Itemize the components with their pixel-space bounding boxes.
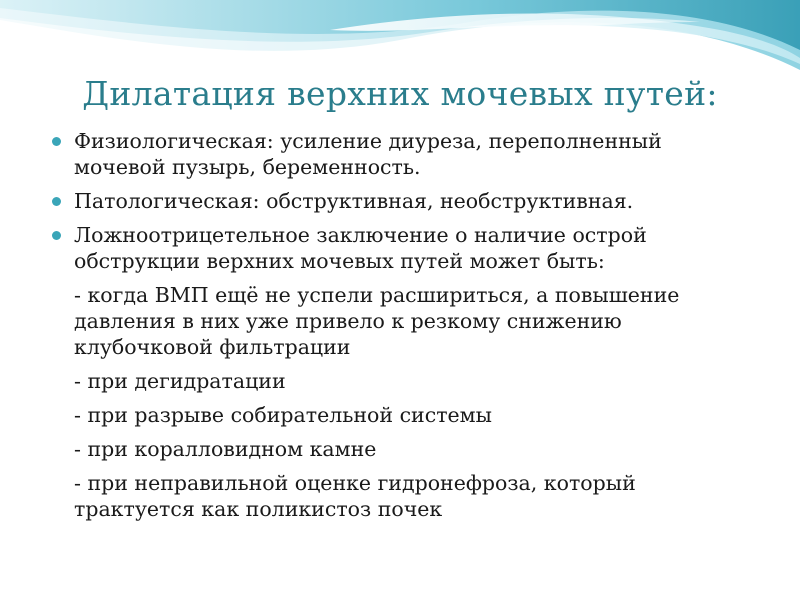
bullet-dot-icon [52, 231, 61, 240]
bullet-dot-icon [52, 197, 61, 206]
sub-item: - при разрыве собирательной системы [74, 403, 492, 427]
sub-item: - при коралловидном камне [74, 437, 377, 461]
slide-body [50, 128, 750, 530]
sub-item: - при неправильной оценке гидронефроза, который трактуется как поликистоз почек [74, 471, 636, 521]
bullet-item [50, 188, 750, 214]
header-wave-decoration [0, 0, 800, 80]
slide-title: Дилатация верхних мочевых путей: [82, 74, 718, 113]
sub-item: - когда ВМП ещё не успели расшириться, а повышение давления в них уже привело к резкому снижению клубочковой фильтрации [74, 283, 680, 359]
bullet-text: Патологическая: обструктивная, необструктивная. [74, 189, 634, 213]
bullet-text: Физиологическая: усиление диуреза, переполненный мочевой пузырь, беременность. [74, 129, 662, 179]
bullet-item [50, 128, 750, 180]
bullet-dot-icon [52, 137, 61, 146]
bullet-text: Ложноотрицетельное заключение о наличие острой обструкции верхних мочевых путей может быть: [74, 223, 647, 273]
sub-item: - при дегидратации [74, 369, 286, 393]
bullet-item [50, 222, 750, 274]
